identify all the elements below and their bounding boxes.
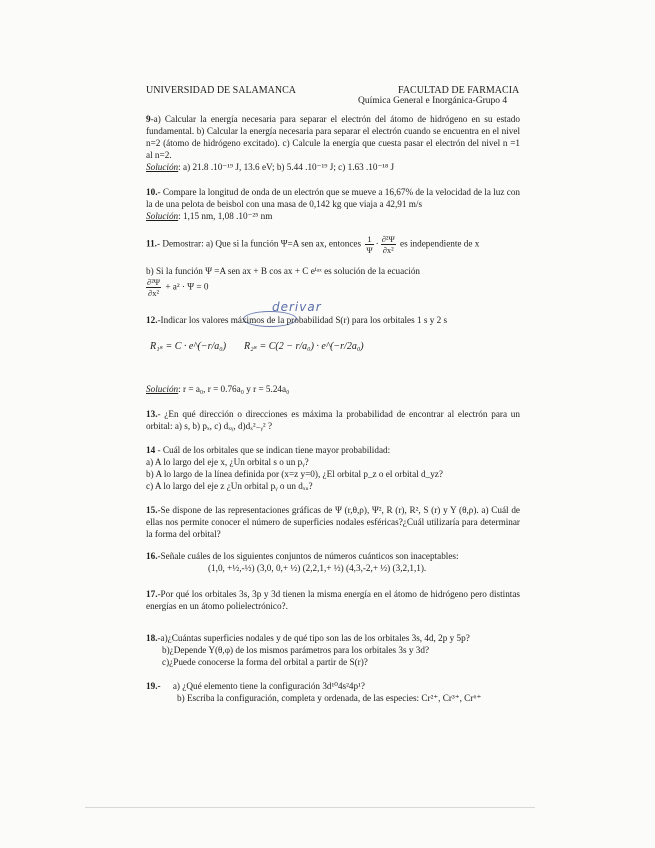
q12-solution: : r = a₀, r = 0.76a₀ y r = 5.24a₀ (178, 384, 290, 394)
q19-b: b) Escriba la configuración, completa y ordenada, de las especies: Cr²⁺, Cr³⁺, Cr⁶⁺ (177, 693, 482, 703)
q14-a: a) A lo largo del eje x, ¿Un orbital s o un pᵧ? (146, 457, 309, 467)
q10-number: 10. (146, 187, 158, 197)
q18-b: b)¿Depende Y(θ,φ) de los mismos parámetros para los orbitales 3s y 3d? (162, 645, 430, 655)
question-17 (146, 588, 520, 612)
q9-number: 9 (146, 114, 151, 124)
q12-number: 12. (146, 315, 158, 325)
q14-number: 14 (146, 445, 156, 455)
q12-solution-line (146, 383, 520, 395)
q13-number: 13. (146, 409, 158, 419)
question-14 (146, 444, 520, 492)
question-12 (146, 314, 520, 326)
q9-text: -a) Calcular la energía necesaria para separar el electrón del átomo de hidrógeno en su estado fundamental. b) Calcular la energía necesaria para separar el electrón cuando se encuentra en el nivel n=2 (átomo de hidrógeno excitado). c) Calcule la energía que cuesta pasar el electrón del nivel n =1 al n=2. (146, 114, 520, 160)
question-13 (146, 408, 520, 432)
q12-r2s-formula: R₂ₛ = C(2 − r/a₀) · e^(−r/2a₀) (244, 341, 364, 352)
q14-c: c) A lo largo del eje z ¿Un orbital pᵧ o un dₓᵤ? (146, 481, 313, 491)
q11-second-derivative: $\frac{\text{∂²Ψ}}{\text{∂x²}}$ (381, 234, 395, 255)
q14-b: b) A lo largo de la línea definida por (x=z y=0), ¿El orbital p_z o el orbital d_yz? (146, 469, 443, 479)
q16-text: -Señale cuáles de los siguientes conjuntos de números cuánticos son inaceptables: (157, 551, 459, 561)
q17-text: -Por qué los orbitales 3s, 3p y 3d tienen la misma energía en el átomo de hidrógeno pero distintas energías en un átomo polielectrónico?. (146, 589, 520, 611)
q19-number: 19.- (146, 681, 161, 691)
question-11: 11.- Demostrar: a) Que si la función Ψ=A sen ax, entonces $\frac{1}{\Psi}$ · $\frac{\text{∂²Ψ}}{\text{∂x²}}$ es independiente de x (146, 234, 480, 255)
question-11-part-b (146, 265, 520, 298)
q12-solution-label: Solución (146, 384, 179, 394)
q11-number: 11. (146, 238, 157, 249)
question-18 (146, 632, 520, 668)
q11-fraction-one-over-psi: $\frac{1}{\Psi}$ (366, 234, 373, 255)
q11-part-a-end: es independiente de x (400, 238, 480, 249)
q11-equation-rest: + a² · Ψ = 0 (165, 281, 209, 292)
q18-c: c)¿Puede conocerse la forma del orbital a partir de S(r)? (162, 657, 368, 667)
q12-text: -Indicar los valores máximos de la probabilidad S(r) para los orbitales 1 s y 2 s (157, 315, 448, 325)
q16-number: 16. (146, 551, 158, 561)
q18-a: -a)¿Cuántas superficies nodales y de qué tipo son las de los orbitales 3s, 4d, 2p y 5p? (157, 633, 470, 643)
question-19 (146, 680, 520, 704)
q18-number: 18. (146, 633, 158, 643)
question-16 (146, 550, 520, 574)
university-name: UNIVERSIDAD DE SALAMANCA (146, 85, 296, 96)
q9-solution: : a) 21.8 .10⁻¹⁹ J, 13.6 eV; b) 5.44 .10⁻¹⁹ J; c) 1.63 .10⁻¹⁸ J (178, 162, 395, 172)
q11-equation-derivative: $\frac{\text{∂²Ψ}}{\text{∂x²}}$ (147, 277, 161, 298)
q17-number: 17. (146, 589, 158, 599)
question-9 (146, 113, 520, 173)
q13-text: - ¿En qué dirección o direcciones es máxima la probabilidad de encontrar al electrón para un orbital: a) s, b) pₓ, c) dₓᵧ, d)dₓ²₋ᵧ² ? (146, 409, 520, 431)
course-name: Química General e Inorgánica-Grupo 4 (358, 96, 508, 106)
q11-part-a: - Demostrar: a) Que si la función Ψ=A sen ax, entonces (156, 238, 362, 249)
question-10 (146, 186, 520, 222)
page-divider (85, 807, 535, 808)
q11-part-b: b) Si la función Ψ =A sen ax + B cos ax + C eⁱᵃˣ es solución de la ecuación (146, 266, 421, 276)
q10-text: - Compare la longitud de onda de un electrón que se mueve a 16,67% de la velocidad de la luz con la de una pelota de beisbol con una masa de 0,142 kg que viaja a 42,91 m/s (146, 187, 521, 209)
q10-solution-label: Solución (146, 211, 179, 221)
question-15 (146, 504, 520, 540)
q19-a: a) ¿Qué elemento tiene la configuración 3d¹⁰4s²4p¹? (172, 681, 365, 691)
q16-sets: (1,0, +½,-½) (3,0, 0,+ ½) (2,2,1,+ ½) (4,3,-2,+ ½) (3,2,1,1). (208, 563, 427, 573)
q14-text: - Cuál de los orbitales que se indican tiene mayor probabilidad: (155, 445, 391, 455)
faculty-name: FACULTAD DE FARMACIA (398, 85, 520, 96)
q10-solution: : 1,15 nm, 1,08 .10⁻²⁵ nm (178, 211, 273, 221)
q9-solution-label: Solución (146, 162, 179, 172)
handwritten-annotation: derivar (272, 300, 322, 314)
q15-number: 15. (146, 505, 158, 515)
q15-text: -Se dispone de las representaciones gráficas de Ψ (r,θ,ρ), Ψ², R (r), R², S (r) y Y (θ,ρ). a) Cuál de ellas nos permite conocer el número de superficies nodales esféricas?¿Cuál utilizaría para determinar la forma del orbital? (146, 505, 520, 539)
q12-r1s-formula: R₁ₛ = C · e^(−r/a₀) (150, 341, 227, 352)
